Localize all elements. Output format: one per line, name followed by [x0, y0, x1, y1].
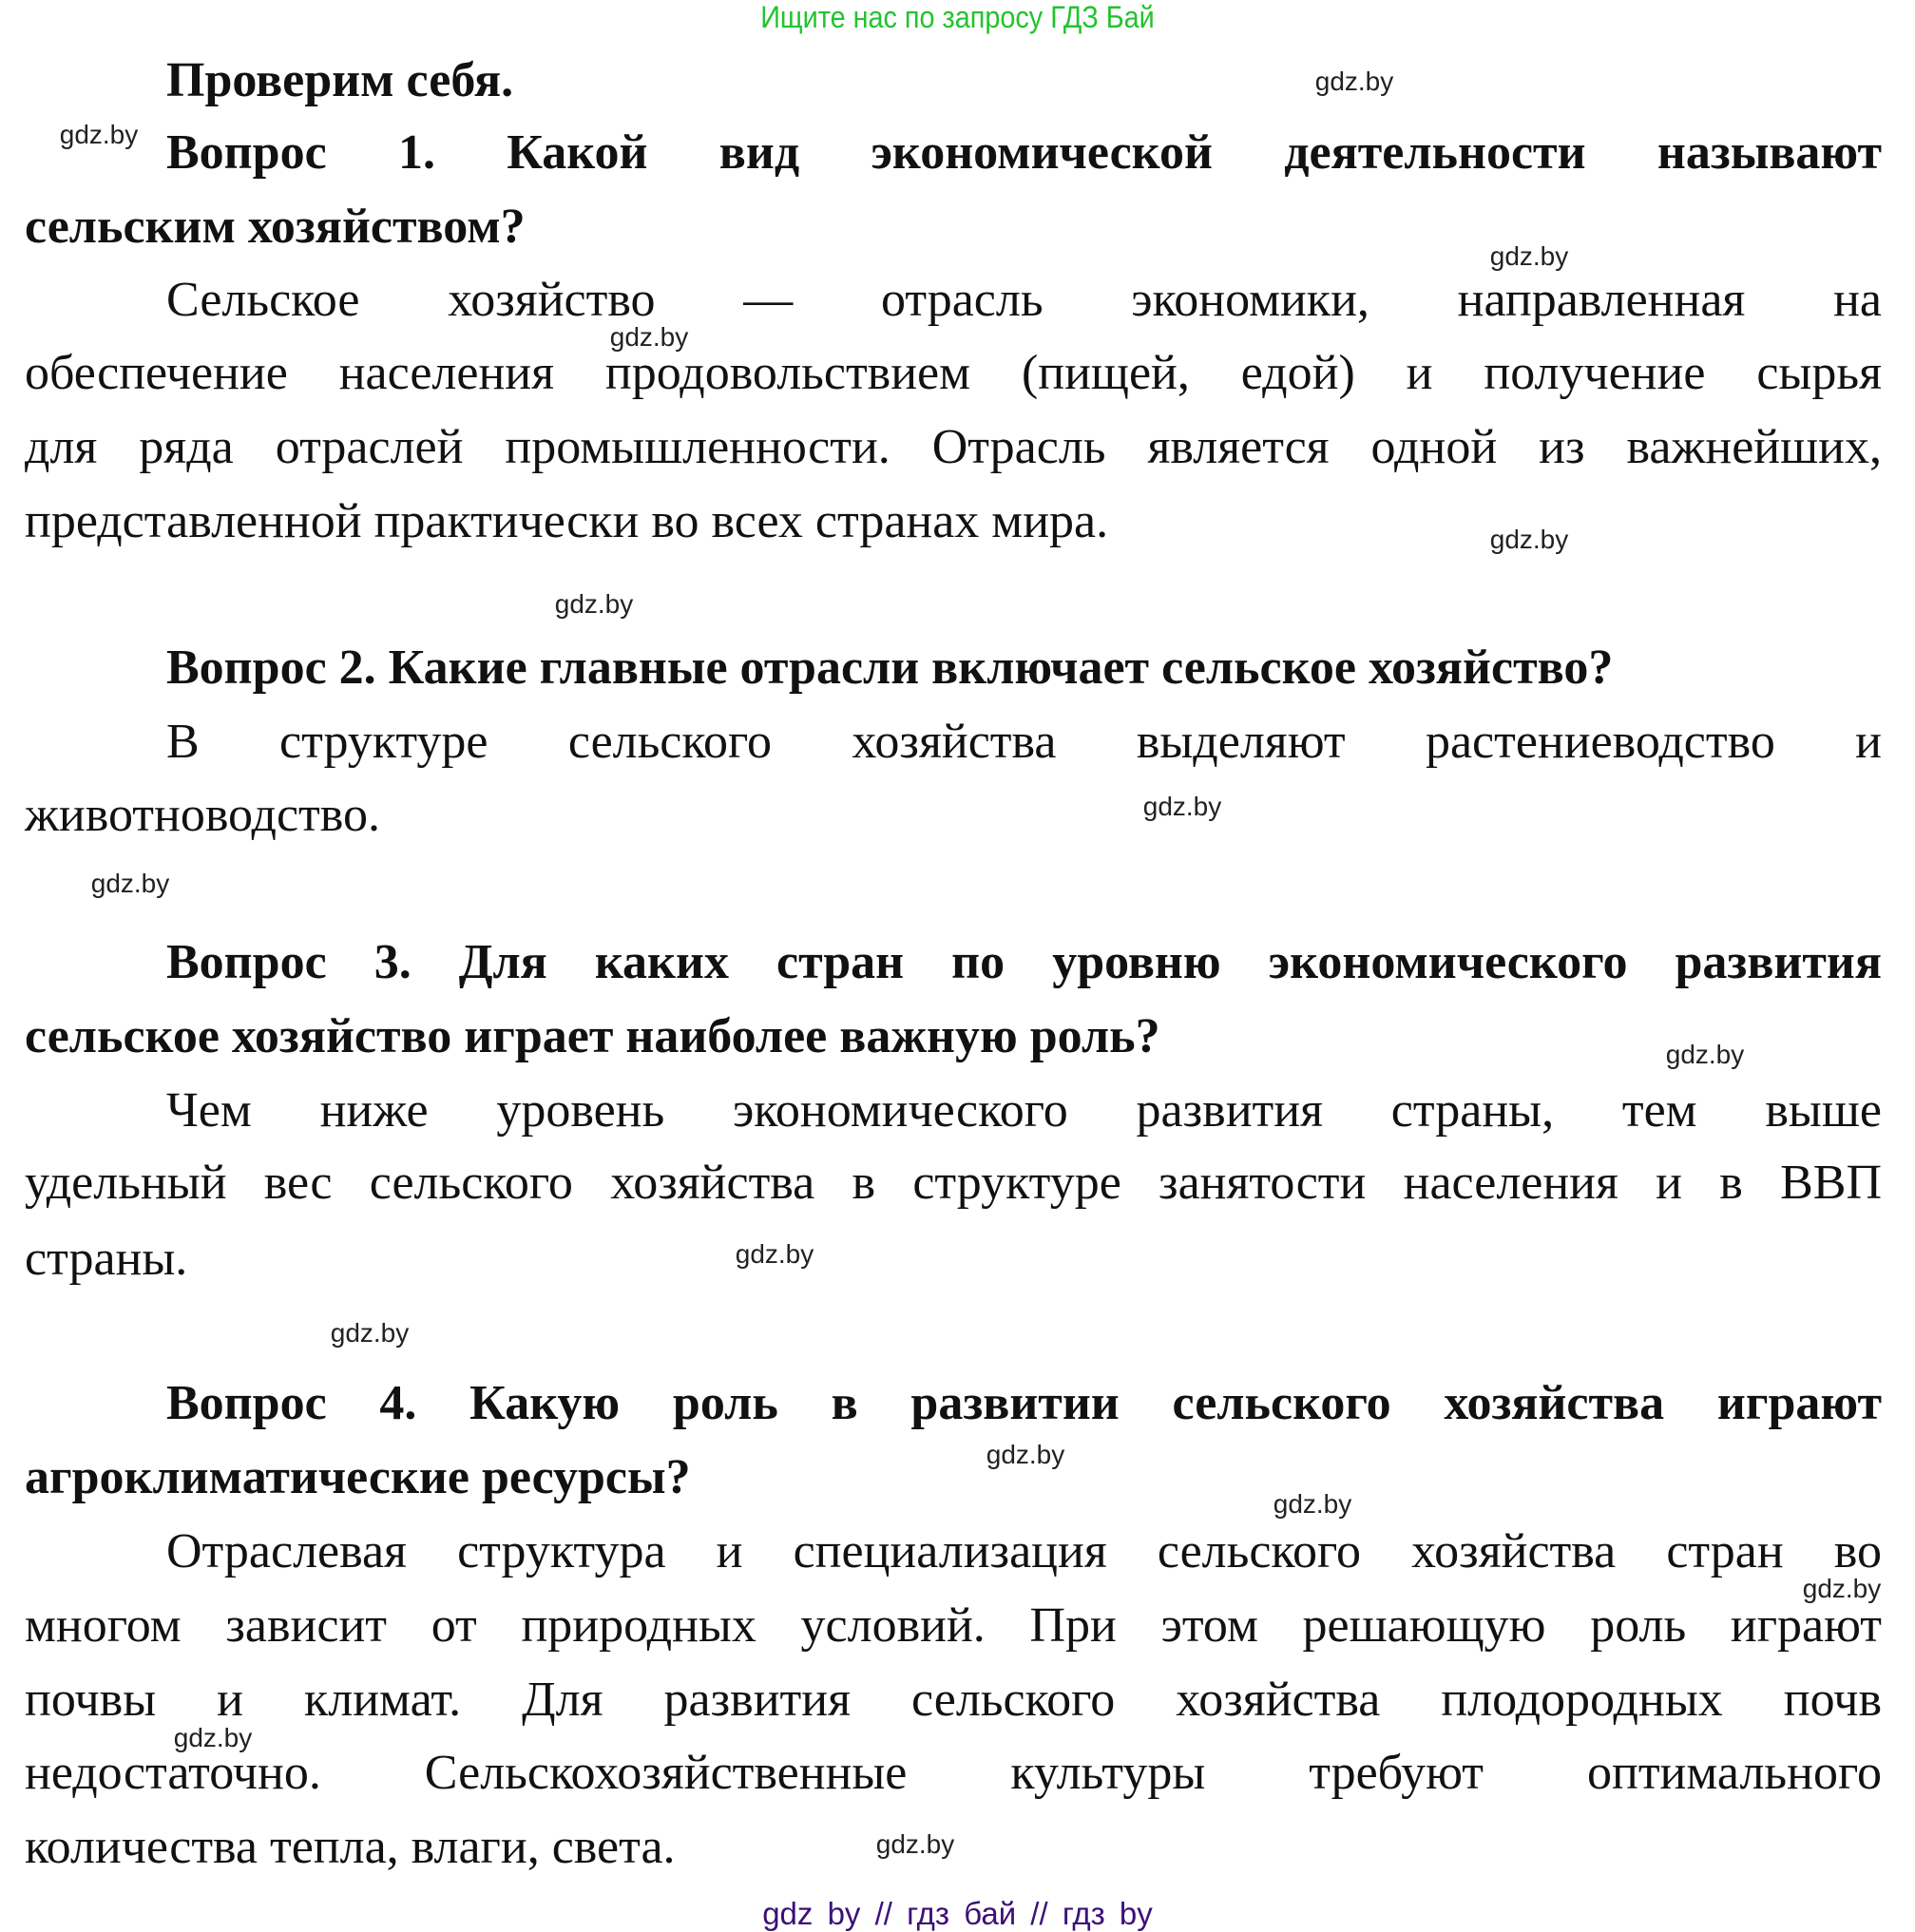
- watermark: gdz.by: [1314, 67, 1394, 96]
- question-2-line-1: Вопрос 2. Какие главные отрасли включает сельское хозяйство?: [166, 641, 1614, 695]
- question-4-line-1: Вопрос 4. Какую роль в развитии сельского хозяйства играют: [166, 1376, 1882, 1430]
- question-3-line-1: Вопрос 3. Для каких стран по уровню экономического развития: [166, 935, 1882, 989]
- watermark: gdz.by: [875, 1829, 955, 1859]
- answer-1-line-4: представленной практически во всех странах мира.: [25, 494, 1109, 548]
- watermark: gdz.by: [173, 1723, 253, 1752]
- answer-2-line-2: животноводство.: [25, 788, 380, 842]
- question-1-line-1: Вопрос 1. Какой вид экономической деятельности называют: [166, 125, 1882, 180]
- question-3-line-2: сельское хозяйство играет наиболее важную роль?: [25, 1009, 1160, 1063]
- answer-1-line-3: для ряда отраслей промышленности. Отрасль является одной из важнейших,: [25, 420, 1882, 474]
- watermark: gdz.by: [90, 869, 170, 898]
- answer-2-line-1: В структуре сельского хозяйства выделяют растениеводство и: [166, 715, 1882, 769]
- answer-4-line-3: почвы и климат. Для развития сельского хозяйства плодородных почв: [25, 1673, 1882, 1727]
- watermark: gdz.by: [609, 322, 689, 352]
- answer-4-line-2: многом зависит от природных условий. При этом решающую роль играют: [25, 1598, 1882, 1653]
- watermark: gdz.by: [330, 1318, 410, 1348]
- answer-3-line-2: удельный вес сельского хозяйства в структуре занятости населения и в ВВП: [25, 1156, 1882, 1210]
- watermark: gdz.by: [1802, 1574, 1882, 1603]
- answer-4-line-5: количества тепла, влаги, света.: [25, 1820, 676, 1874]
- watermark: gdz.by: [554, 589, 634, 619]
- answer-4-line-4: недостаточно. Сельскохозяйственные культуры требуют оптимального: [25, 1746, 1882, 1800]
- answer-4-line-1: Отраслевая структура и специализация сельского хозяйства стран во: [166, 1524, 1882, 1578]
- watermark: gdz.by: [1142, 792, 1222, 821]
- footer-links: gdz by // гдз бай // гдз by: [762, 1896, 1153, 1931]
- answer-3-line-1: Чем ниже уровень экономического развития страны, тем выше: [166, 1083, 1882, 1138]
- watermark: gdz.by: [1489, 241, 1569, 271]
- search-banner: Ищите нас по запросу ГДЗ Бай: [760, 0, 1155, 34]
- watermark: gdz.by: [59, 120, 139, 149]
- watermark: gdz.by: [1665, 1040, 1745, 1069]
- question-4-line-2: агроклиматические ресурсы?: [25, 1450, 691, 1504]
- watermark: gdz.by: [735, 1239, 814, 1269]
- section-title: Проверим себя.: [166, 53, 514, 107]
- watermark: gdz.by: [1489, 525, 1569, 554]
- watermark: gdz.by: [1273, 1489, 1352, 1519]
- answer-3-line-3: страны.: [25, 1232, 188, 1286]
- question-1-line-2: сельским хозяйством?: [25, 200, 526, 254]
- answer-1-line-1: Сельское хозяйство — отрасль экономики, направленная на: [166, 273, 1882, 327]
- watermark: gdz.by: [986, 1440, 1065, 1469]
- answer-1-line-2: обеспечение населения продовольствием (пищей, едой) и получение сырья: [25, 346, 1882, 400]
